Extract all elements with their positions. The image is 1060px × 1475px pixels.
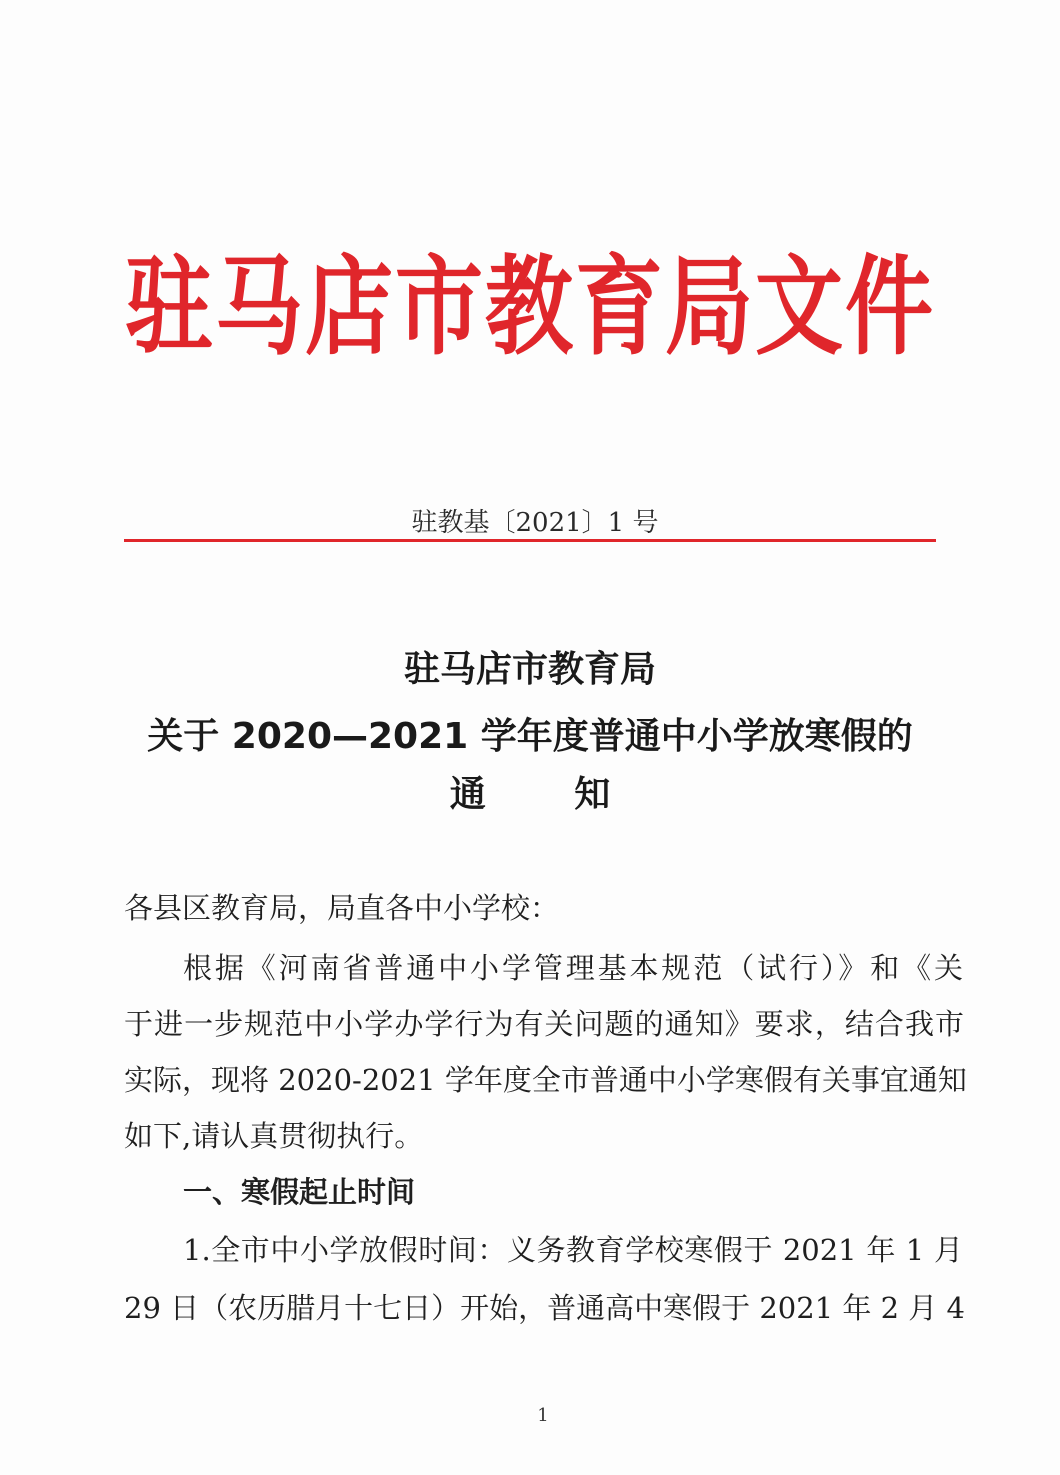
item1-line2: 29 日（农历腊月十七日）开始，普通高中寒假于 2021 年 2 月 4 bbox=[124, 1291, 965, 1325]
paragraph1-line4: 如下,请认真贯彻执行。 bbox=[124, 1119, 424, 1153]
page-number: 1 bbox=[537, 1405, 549, 1426]
section1-heading: 一、寒假起止时间 bbox=[183, 1175, 416, 1209]
paragraph1-line2: 于进一步规范中小学办学行为有关问题的通知》要求，结合我市 bbox=[124, 1007, 964, 1041]
paragraph1-line1: 根据《河南省普通中小学管理基本规范（试行）》和《关 bbox=[183, 951, 963, 985]
notice-title-line1: 驻马店市教育局 bbox=[403, 649, 656, 690]
masthead-title: 驻马店市教育局文件 bbox=[124, 243, 935, 370]
item1-line1: 1.全市中小学放假时间：义务教育学校寒假于 2021 年 1 月 bbox=[183, 1233, 963, 1267]
document-number: 驻教基〔2021〕1 号 bbox=[411, 508, 659, 538]
red-divider-line bbox=[124, 539, 936, 542]
notice-title-line2: 关于 2020—2021 学年度普通中小学放寒假的 bbox=[147, 716, 913, 757]
salutation: 各县区教育局，局直各中小学校： bbox=[124, 891, 560, 925]
notice-title-line3: 通 知 bbox=[449, 774, 649, 815]
paragraph1-line3: 实际，现将 2020-2021 学年度全市普通中小学寒假有关事宜通知 bbox=[124, 1063, 967, 1097]
